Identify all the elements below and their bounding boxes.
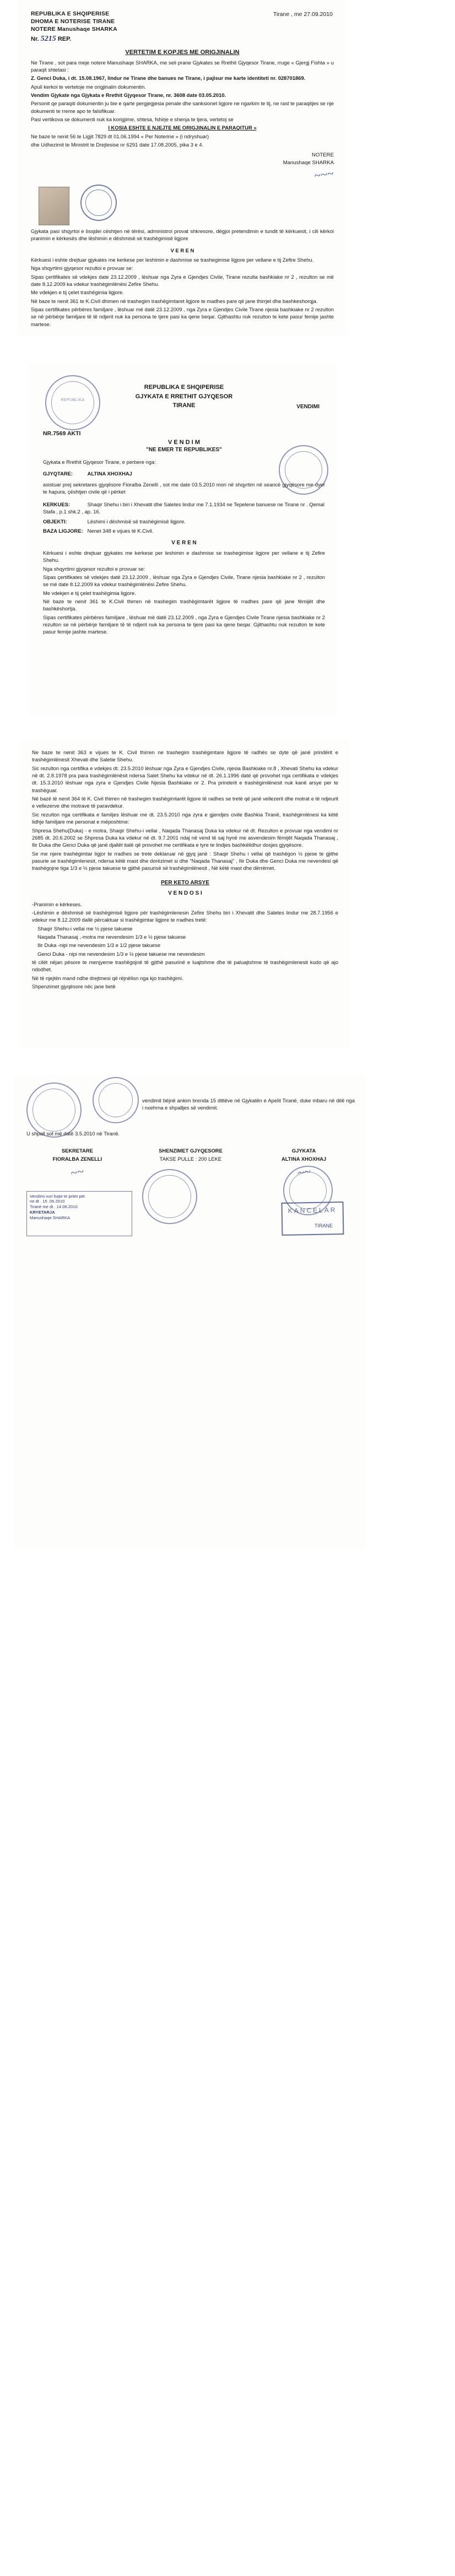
secretary-block [26, 1147, 128, 1181]
paragraph: Apuli kerkoi te vertetoje me origjinalin dokumentin. [31, 83, 146, 90]
judge-name: ALTINA XHOXHAJ [281, 1155, 327, 1162]
decision-item: -Pranimin e kërkeses. [32, 901, 82, 907]
embossed-seal-middle [93, 1077, 139, 1123]
paragraph: Me vdekjen e tij çelet trashëgimia ligjore. [31, 289, 124, 296]
note-line: ne dt . 15 .06.2010 [30, 1199, 65, 1204]
akti-number: NR.7569 AKTI [43, 430, 81, 437]
round-seal [142, 1169, 197, 1224]
decision-item: Ilir Duka -nipi me nevendesim 1/3 e 1/2 pjese takuese [37, 942, 161, 949]
in-name-of-republic: "NE EMER TE REPUBLIKES" [146, 447, 222, 453]
nr-value: 5215 [40, 34, 56, 43]
footer-line: Ne baze te nenit 56 te Ligjit 7829 dt 01.06.1994 « Per Noterine » (i ndryshuar) [31, 133, 209, 139]
assistance-line: asistuar prej sekretares gjyqësore Fioralba Zenelli , sot me date 03.5.2010 mori në shqyrtim në seancë gjyqësore me dyer te hapura, çështjen civile që i pёrket [43, 481, 325, 495]
notary-stamp [80, 185, 117, 221]
decision-item: Naqada Thanasaj ,-motra me nevendesim 1/3 e ½ pjese takuese [37, 933, 186, 940]
signature-name: Manushaqe SHARKA [283, 159, 334, 166]
sheet1-subtitle: I KOSIA ESHTE E NJEJTE ME ORIGJINALIN E PARAQITUR » [108, 125, 257, 131]
sheet-separator [0, 716, 455, 741]
judge-label: GJYQTARE: [43, 470, 73, 477]
court-header-line-3: TIRANE [172, 402, 196, 409]
paragraph: Sipas çertifikates së vdekjes date 23.12.2009 , lëshuar nga Zyra e Gjendjes Civile, Tirane rezulta bashkiake nr 2 , rezulton se më date 8.12.2009 ka vdekur trashëgimlënësi Zefire Shehu. [31, 273, 334, 287]
decision-list [32, 901, 338, 991]
row-key: KERKUES: [43, 501, 70, 508]
sheet1-copy-body [31, 228, 334, 328]
judge-value: ALTINA XHOXHAJ [87, 470, 132, 477]
paragraph: Kërkuesi i eshte drejtuar gjykates me kerkese per leshimin e dashmise se trashegimise ligjore per vellane e tij Zefire Shehu. [31, 256, 314, 263]
court-decision-sheet [29, 363, 337, 716]
reasoning-sheet [19, 741, 349, 1049]
row-value: Nenet 348 e vijues të K.Civil. [87, 527, 154, 534]
decision-item: tё cilёt nёjan pёsore te menjyerne trashёgojnё tё gjithё pasurinё e luajtshme dhe tё paluajtshme tё trashёgimlenesit kudo qё ajo ndodhet. [32, 959, 338, 973]
paragraph: Ne Tirane , sot para meje notere Manushaqe SHARKA, me seli prane Gjykates se Rrethit Gjyqesor Tirane, rruge « Gjergj Fishta » u paraqit shtetasi : [31, 59, 334, 73]
paragraph: Nga shqyrtimi gjyqesor rezultoi e provuar se: [31, 265, 133, 272]
paragraph: Sipas certifikates përbëres familjare , lëshuar më datë 23.12.2009 , nga Zyra e Gjendjes Civile Tirane njesia bashkiake nr 2 rezulton se nё pёrbёrje familjare tё tё ndjerit nuk ka persona te tjere pasi ka qene beqar. Gjithashtu nuk rezulton te kete pasur femije jashte martese. [31, 306, 334, 327]
handwritten-signature: ~~ [296, 1164, 312, 1180]
paragraph: Pasi vertikova se dokumenti nuk ka korigjime, shtesa, fshirje e shenja te tjera, vertetoj se [31, 116, 234, 122]
decision-item: Shpenzimet gjyqёsore nёc jane betё [32, 983, 116, 989]
note-line: Vendimi vuri fuqie te pritet pёr [30, 1193, 85, 1199]
decides-title: V E N D O S I [168, 890, 202, 896]
veren-title: V E R E N [170, 247, 194, 253]
paragraph: Në baze te nenit 361 te K.Civil thirren në trashegim trashëgimtarët ligjore të rradhes pare që jane fëmijët dhe bashkëshortja. [43, 598, 325, 612]
case-row [43, 527, 325, 534]
paragraph: Gjykata pasi shqyrtoi e lissjdei cështjen në tërësi, administroi provat shkresore, dëgjoi pretendimin e tundit të kërkuesit, i cili kërkoi pranimin e kërkesës dhe lëshimin e dëshmisë së trashëgimisë ligjore [31, 228, 334, 242]
decision-item: Genci Duka - nipi me nevendesim 1/3 e ½ pjese takuese me nevendesim [37, 950, 205, 957]
secretary-name: FIORALBA ZENELLI [52, 1155, 102, 1162]
case-row [43, 518, 325, 525]
court-header-line-2: GJYKATA E RRETHIT GJYQESOR [135, 393, 233, 400]
judge-title: GJYKATA [291, 1148, 316, 1154]
paragraph: Shpresa Shehu(Duka) - e motra, Shaqir Shehu-i vellai , Naqada Thanasaj Duka ka vdekur nё dt. Rezulton e provuar nga vendimi nr 2685 dt. 20.6.2002 se Shpresa Duka ka vdekur nё dt. 9.7.2001 ndaj nё vend tё saj hynё me asvendesim fëmijёt Naqada Thanasaj , Ilir Duka dhe Genci Duka qё janё djallёt italё qё provohet me certifikata e tyre te lindjes bashkёlidhur dosjes gjyqёsore. [32, 827, 338, 848]
note-line: Tiranё me dt . 14.06.2010 [30, 1204, 78, 1210]
case-rows [43, 501, 325, 534]
row-value: Shaqir Shehu i biri i Xhevatit dhe Saletes lindur me 7.1.1934 ne Tepelene banuese ne Tirane nr . Qemal Stafa , p.1 shk.2 , ap. 16. [43, 501, 324, 515]
notary-signature [31, 151, 334, 183]
court-header-line-1: REPUBLIKA E SHQIPERISE [144, 384, 224, 391]
decision-item: -Lëshimin e dëshmisë së trashëgimisë ligjore për trashëgimlenesin Zefire Shehu biri i Xhevatit dhe Saletes lindur me 28.7.1956 e vdekur me 8.12.2009 dallё pёrcaktuar si trashёgimtar ligjore te rradhes tretё: [32, 909, 338, 923]
letterhead-line-1: REPUBLIKA E SHQIPERISE [31, 10, 110, 17]
decision-title: V E N D I M [167, 439, 201, 446]
chancellor-stamp-text: KANCELAR [288, 1205, 337, 1215]
letterhead-line-3: NOTERE Manushaqe SHARKA [31, 26, 117, 33]
row-value: Lëshimi i dëshmisë së trashëgimisë ligjore. [87, 518, 186, 524]
sheet-separator [0, 1049, 455, 1075]
chancellor-stamp [281, 1202, 344, 1236]
publication-date: U shpall sot mё datё 3.5.2010 nё Tiranё. [26, 1130, 120, 1137]
court-notes-title: SHENZIMET GJYQESORE [159, 1148, 223, 1154]
validity-note-box [26, 1191, 132, 1236]
note-line: Manushaqe SHARKA [30, 1215, 71, 1221]
blank-page-area [26, 1257, 355, 1533]
row-key: BAZA LIGJORE: [43, 527, 83, 534]
paragraph: Me vdekjen e tij çelet trashëgimia ligjore. [43, 589, 136, 596]
note-line: KRYETARJA [30, 1210, 55, 1215]
paragraph: Vendim Gjykate nga Gjykata e Rrethit Gjyqesor Tirane, nr. 3608 date 03.05.2010. [31, 91, 226, 98]
notary-certification-sheet [17, 0, 347, 338]
paragraph: Kërkuesi i eshte drejtuar gjykates me kerkese per leshimin e dashmise se trashegimise ligjore per vellane e tij Zefire Shehu. [43, 549, 325, 564]
sheet-separator [0, 338, 455, 363]
veren-title: V E R E N [171, 539, 197, 546]
secretary-title: SEKRETARE [61, 1148, 93, 1154]
reasoning-body [32, 749, 338, 872]
paragraph: Nga shqyrtimi gjyqesor rezultoi e provuar se: [43, 565, 145, 572]
place-date: Tirane , me 27.09.2010 [273, 11, 333, 18]
court-composition-line: Gjykata e Rrethit Gjyqesor Tirane, e perbere nga: [43, 459, 156, 466]
case-row [43, 501, 325, 515]
stamp-area [31, 183, 334, 224]
decision-item: Shaqir Shehu-i vellai me ½ pjese takuese [37, 925, 133, 932]
paragraph: Z. Genci Duka, i dt. 15.08.1967, lindur ne Tirane dhe banues ne Tirane, i pajisur me karte identiteti nr. 028701869. [31, 75, 306, 82]
paragraph: Sic rezulton nga certifikata e familjes lëshuar me dt. 23.5.2010 nga zyra e gjendjes civile Bashkia Tiranë, trashёgimlënesi ka kёtё lidhje familjare me personat e mëposhtme: [32, 811, 338, 825]
footer-line: dhe Udhezimit te Ministrit te Drejtesise nr 6291 date 17.08.2005, pika 3 e 4. [31, 141, 204, 148]
appeal-note: vendimit bёjnё ankim brenda 15 dittёve nё Gjykatёn e Apelit Tiranё, duke mbaru nё ditё nga i nxehrna e shpalljes sё vendimit. [142, 1097, 355, 1111]
paragraph: Në baze te nenit 361 te K.Civil dhimen në trashegim trashëgimtaret ligjore te madhes pare që jane thirrjet dhe bashkeshorqja. [31, 297, 318, 304]
row-key: OBJEKTI: [43, 518, 67, 524]
vendimi-label: VENDIMI [296, 404, 319, 410]
paragraph: Sic rezulton nga certifika e vdekjes dt. 23.5.2010 lëshuar nga Zyra e Gjendjes Civile, njesia Bashkiake nr.8 , Xhevati Shehu ka vdekur në dt. 2.8.1978 pra para trashëgimlënësit ndersa Salet Shehu ka vdekur në dt. 26.1.1996 datë që provohet nga certifikata e vdekjes dt. 15.3.2010 lëshuar nga zyra e Gjendjes Civile Njesia Bashkiake nr 2. Pra prinderit e trashëgimlënesit nuk kanë arsye per te trashëguar. [32, 765, 338, 793]
sheet1-body [31, 59, 334, 149]
paragraph: Nё bazё tё nenit 364 tё K. Civil thirren nё trashegim trashëgimtarët ligjore tё radhes se tretë qё janё vellezerit dhe motrat e tё ndjeurit e vellezerve dhe motrave tё paravdekur. [32, 795, 338, 809]
signatures-sheet [13, 1075, 366, 1549]
paragraph: Ne baze te nenit 363 e vijues te K. Civil thirren ne trashegim trashëgimtare ligjore të radhës se dyte që janë prindërit e trashëgimlënesit Xhevati dhe Saletie Shehu. [32, 749, 338, 763]
nr-label: Nr. [31, 35, 39, 42]
seal-text: REPUBLIKA [61, 398, 85, 403]
paragraph: Se me njere trashёgimtar ligjor te rradhes se trete deklaruar nё gjyq janё : Shaqir Shehu i vellai qё trashёgon ½ pjese te gjithe pasurie se trashëgimlenesit, ndersa kёtё mast dhe dorёzimet si dhe "Naqada Thanasaj" , Ilir Duka dhe Genci Duka me nevendesi qё trashёgojne tiga 1/3 e ½ pjese takuese te gjithë pasurisё sё trashёgimlënesit , Nё kёtё mast dhe dёrrёmet. [32, 850, 338, 872]
decision-item: Nё tё njejtёn mand ndhe drejtmesi qё rёjnёlisn nga kjo trashёgimi. [32, 975, 183, 981]
rep-label: REP. [57, 35, 72, 42]
chancellor-stamp-sub: TIRANE [314, 1222, 333, 1229]
signature-title: NOTERE [312, 152, 334, 159]
handwritten-signature: ~~~ [313, 166, 335, 183]
letterhead-line-2: DHOMA E NOTERISE TIRANE [31, 18, 115, 25]
stamp-duty-line: TAKSE PULLE : 200 LEKE [159, 1155, 222, 1162]
paragraph: Sipas çertifikates së vdekjes datë 23.12.2009 , lëshuar nga Zyra e Gjendjes Civile, Tirane njesia bashkiake nr 2 , rezulton se më date 8.12.2009 ka vdekur trashëgimlënësi Zefire Shehu. [43, 573, 325, 588]
paragraph: Sipas certifikates përbëres familjare , lëshuar më datë 23.12.2009 , nga Zyra e Gjendjes Civile Tirane njesia bashkiake nr 2 rezulton se në përbërje familjare të të ndjerit nuk ka persona te tjere pasi ka qene beqar. Gjithashtu nuk rezulton te kete pasur femije jashte martese. [43, 614, 325, 635]
sheet1-title: VERTETIM E KOPJES ME ORIGJINALIN [125, 48, 240, 56]
embossed-seal-left [45, 375, 100, 430]
registry-number [31, 35, 334, 44]
revenue-stamp [39, 187, 69, 225]
paragraph: Personit qe paraqiti dokumentin ju bie e qarte pergjegjesia penale dhe sanksionet ligjore ne ngarkim te tij, ne rast te paraqitjes se nje dokumenti te rreme apo te falsifikuar. [31, 100, 334, 114]
embossed-seal-right [279, 445, 328, 495]
veren-body [43, 549, 325, 636]
embossed-seal-left [26, 1083, 82, 1138]
reasons-title: PER KETO ARSYE [161, 879, 209, 886]
handwritten-signature: ~~ [69, 1164, 85, 1180]
